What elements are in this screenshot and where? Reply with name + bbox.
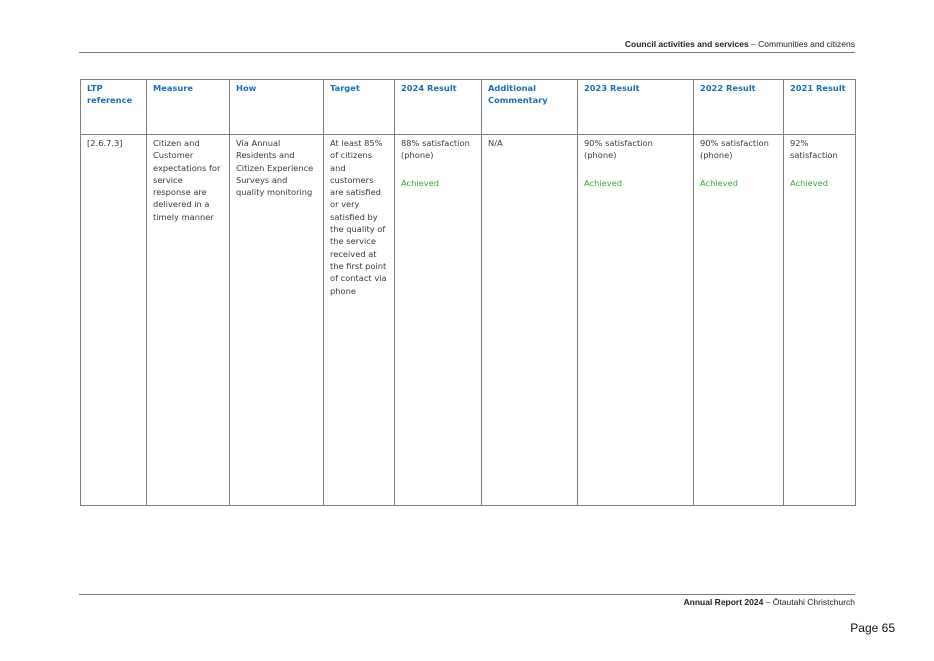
header-section: Council activities and services [624, 39, 749, 49]
measure-text: Citizen and Customer expectations for service response are delivered in a timely manner [153, 138, 221, 222]
cell-additional-commentary [482, 135, 578, 506]
result-2022-text: 90% satisfaction (phone) [700, 138, 769, 161]
commentary-text: N/A [488, 138, 503, 148]
result-2021-text: 92% satisfaction [790, 138, 838, 161]
col-ltp-reference: LTP reference [81, 80, 147, 135]
col-how: How [230, 80, 324, 135]
col-2022-result: 2022 Result [694, 80, 784, 135]
header-rule [79, 52, 855, 53]
ltp-reference-text: [2.6.7.3] [87, 138, 123, 148]
col-additional-commentary: Additional Commentary [482, 80, 578, 135]
cell-how [230, 135, 324, 506]
how-text: Via Annual Residents and Citizen Experience Surveys and quality monitoring [236, 138, 314, 198]
cell-measure [147, 135, 230, 506]
status-2022-badge: Achieved [700, 177, 739, 188]
page-number: Page 65 [850, 621, 895, 635]
col-2024-result: 2024 Result [395, 80, 482, 135]
result-2024-text: 88% satisfaction (phone) [401, 138, 470, 161]
table-header-row [81, 80, 856, 135]
cell-2023-result [578, 135, 694, 506]
status-2024-badge: Achieved [401, 177, 440, 188]
status-2023-badge: Achieved [584, 177, 623, 188]
result-2023-text: 90% satisfaction (phone) [584, 138, 653, 161]
table-row [81, 135, 856, 506]
cell-2024-result [395, 135, 482, 506]
footer-separator: – [763, 597, 773, 607]
page-footer [684, 597, 855, 607]
page-header [625, 39, 855, 49]
header-subsection: Communities and citizens [758, 39, 855, 49]
col-2021-result: 2021 Result [784, 80, 856, 135]
footer-rule [79, 594, 855, 595]
header-separator: – [748, 39, 759, 49]
target-text: At least 85% of citizens and customers are satisfied or very satisfied by the quality of the service received at the first point of contact via phone [330, 138, 387, 296]
cell-2022-result [694, 135, 784, 506]
performance-table [80, 79, 856, 506]
footer-report: Annual Report 2024 [683, 597, 764, 607]
col-target: Target [324, 80, 395, 135]
cell-target [324, 135, 395, 506]
footer-city: Ōtautahi Christchurch [772, 597, 855, 607]
status-2021-badge: Achieved [790, 177, 829, 188]
cell-2021-result [784, 135, 856, 506]
col-2023-result: 2023 Result [578, 80, 694, 135]
cell-ltp-reference [81, 135, 147, 506]
col-measure: Measure [147, 80, 230, 135]
